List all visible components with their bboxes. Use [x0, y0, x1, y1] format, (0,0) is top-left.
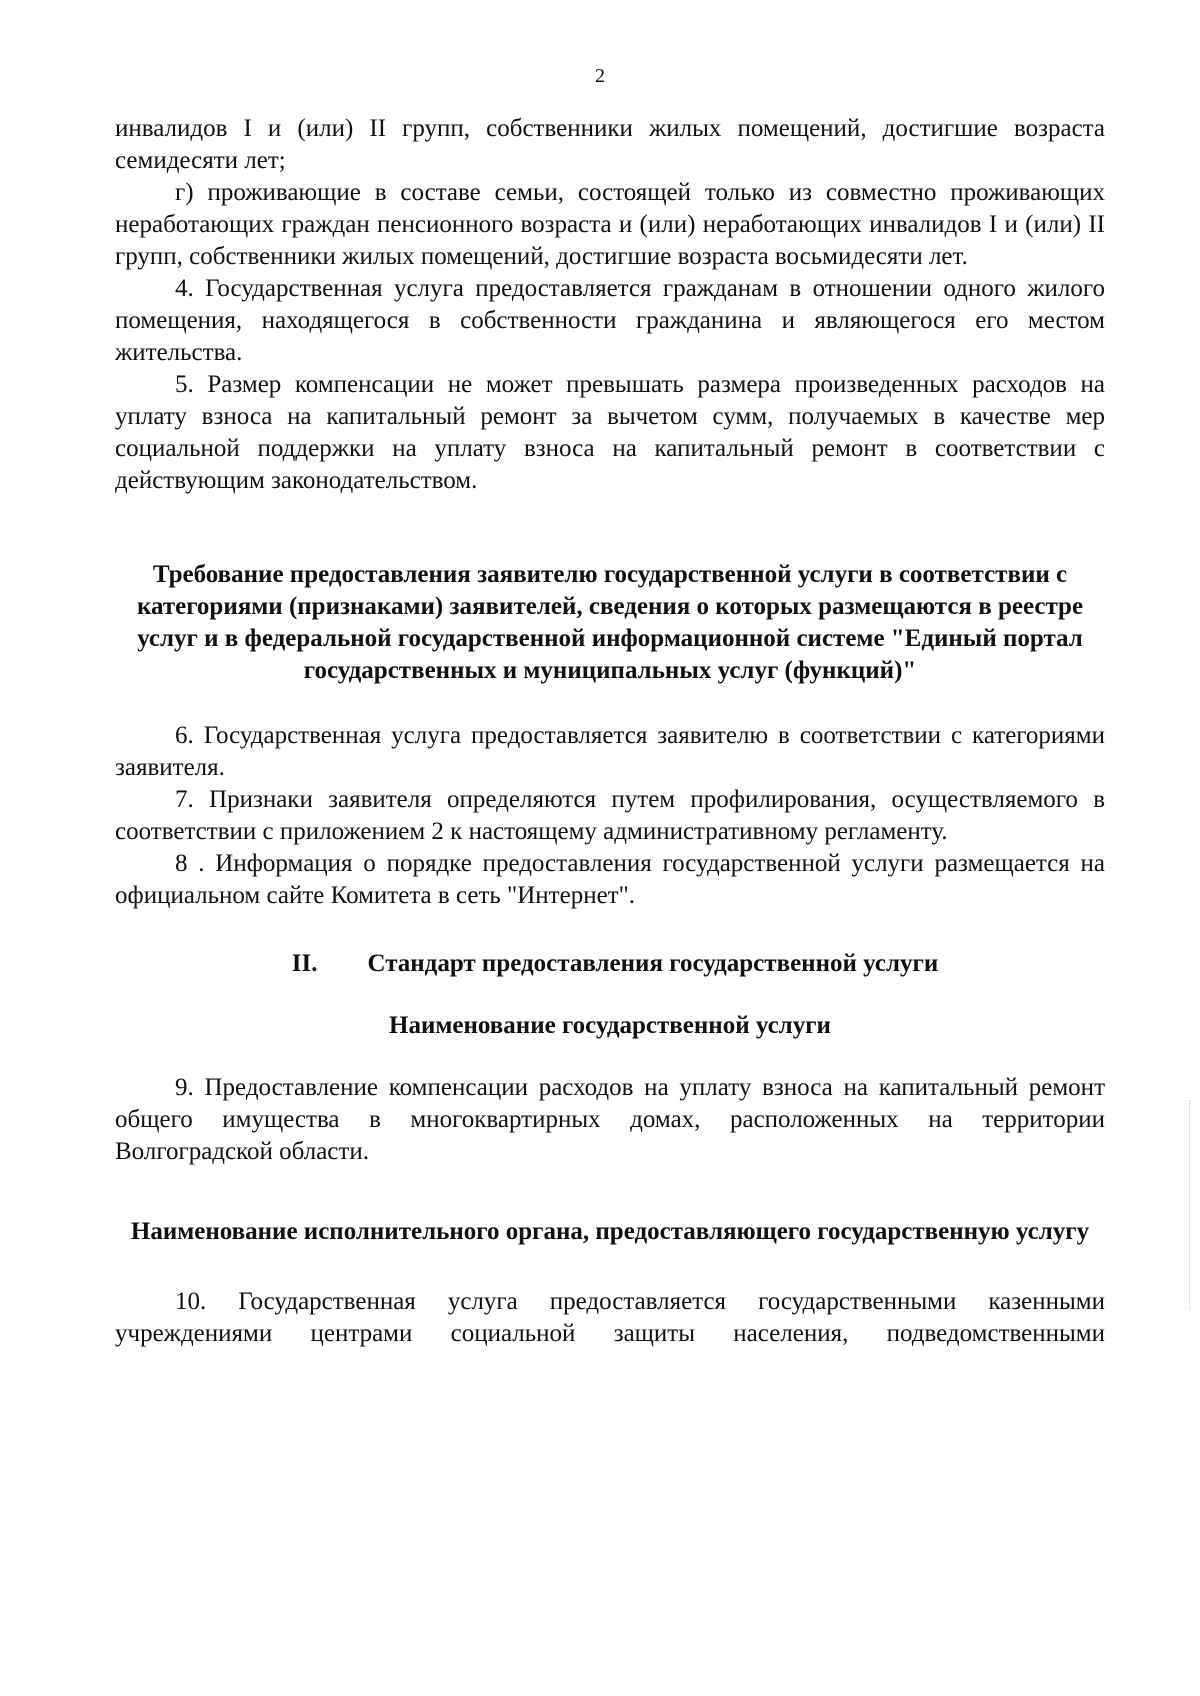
paragraph-6: 6. Государственная услуга предоставляется заявителю в соответствии с категориями заявителя.: [115, 722, 1105, 781]
section-title: Стандарт предоставления государственной услуги: [367, 950, 939, 977]
heading-applicant-requirement: Требование предоставления заявителю государственной услуги в соответствии с категориями (признаками) заявителей, сведения о которых размещаются в реестре услуг и в федеральной государственной информационной системе "Единый портал государственных и муниципальных услуг (функций)": [136, 561, 1084, 684]
paragraph-continuation: инвалидов I и (или) II групп, собственники жилых помещений, достигшие возраста семидесяти лет;: [115, 115, 1105, 174]
paragraph-10: 10. Государственная услуга предоставляется государственными казенными учреждениями центрами социальной защиты населения, подведомственными: [115, 1288, 1105, 1347]
section-heading: [115, 948, 1105, 980]
paragraph-7: 7. Признаки заявителя определяются путем профилирования, осуществляемого в соответствии с приложением 2 к настоящему административному регламенту.: [115, 786, 1105, 845]
scan-artifact: [1188, 1100, 1190, 1310]
paragraph-item-g: г) проживающие в составе семьи, состоящей только из совместно проживающих неработающих граждан пенсионного возраста и (или) неработающих инвалидов I и (или) II групп, собственники жилых помещений, достигшие возраста восьмидесяти лет.: [115, 179, 1105, 270]
paragraph-8: 8 . Информация о порядке предоставления государственной услуги размещается на официальном сайте Комитета в сеть "Интернет".: [115, 850, 1105, 909]
page-number: 2: [595, 65, 605, 87]
heading-executive-organ: Наименование исполнительного органа, предоставляющего государственную услугу: [130, 1218, 1090, 1245]
section-number: II.: [291, 950, 318, 977]
paragraph-4: 4. Государственная услуга предоставляется гражданам в отношении одного жилого помещения, находящегося в собственности гражданина и являющегося его местом жительства.: [115, 275, 1105, 366]
paragraph-5: 5. Размер компенсации не может превышать размера произведенных расходов на уплату взноса на капитальный ремонт за вычетом сумм, получаемых в качестве мер социальной поддержки на уплату взноса на капитальный ремонт в соответствии с действующим законодательством.: [115, 371, 1105, 494]
paragraph-9: 9. Предоставление компенсации расходов на уплату взноса на капитальный ремонт общего имущества в многоквартирных домах, расположенных на территории Волгоградской области.: [115, 1074, 1105, 1165]
heading-service-name: Наименование государственной услуги: [389, 1012, 831, 1039]
document-body: [115, 113, 1105, 1350]
